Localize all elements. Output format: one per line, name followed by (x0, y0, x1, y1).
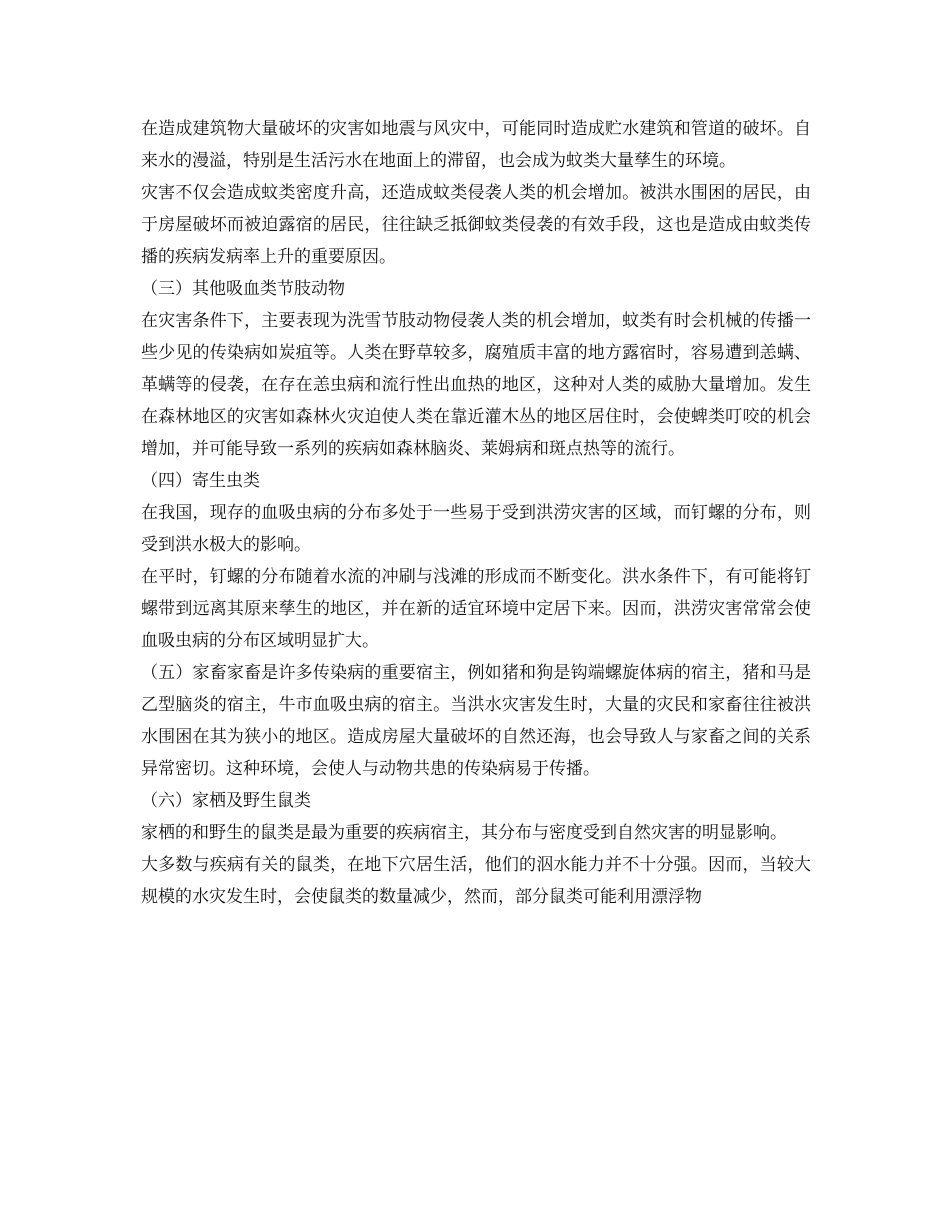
paragraph-rodent-hosts: 家栖的和野生的鼠类是最为重要的疾病宿主，其分布与密度受到自然灾害的明显影响。 (141, 823, 787, 843)
section-heading-arthropods: （三）其他吸血类节肢动物 (141, 279, 345, 299)
document-body (141, 113, 811, 913)
paragraph-arthropods: 在灾害条件下，主要表现为洗雪节肢动物侵袭人类的机会增加，蚊类有时会机械的传播一些少见的传染病如炭疽等。人类在野草较多，腐殖质丰富的地方露宿时，容易遭到恙螨、革螨等的侵袭，在存在恙虫病和流行性出血热的地区，这种对人类的威胁大量增加。发生在森林地区的灾害如森林火灾迫使人类在靠近灌木丛的地区居住时，会使蜱类叮咬的机会增加，并可能导致一系列的疾病如森林脑炎、莱姆病和斑点热等的流行。 (141, 311, 811, 459)
section-heading-rodents: （六）家栖及野生鼠类 (141, 791, 311, 811)
paragraph-livestock: （五）家畜家畜是许多传染病的重要宿主，例如猪和狗是钩端螺旋体病的宿主，猪和马是乙型脑炎的宿主，牛市血吸虫病的宿主。当洪水灾害发生时，大量的灾民和家畜往往被洪水围困在其为狭小的地区。造成房屋大量破坏的自然还海，也会导致人与家畜之间的关系异常密切。这种环境，会使人与动物共患的传染病易于传播。 (141, 663, 811, 779)
section-heading-parasites: （四）寄生虫类 (141, 471, 260, 491)
paragraph-rodent-flood: 大多数与疾病有关的鼠类，在地下穴居生活，他们的泅水能力并不十分强。因而，当较大规模的水灾发生时，会使鼠类的数量减少，然而，部分鼠类可能利用漂浮物 (141, 855, 811, 907)
paragraph-mosquito-invasion: 灾害不仅会造成蚊类密度升高，还造成蚊类侵袭人类的机会增加。被洪水围困的居民，由于房屋破坏而被迫露宿的居民，往往缺乏抵御蚊类侵袭的有效手段，这也是造成由蚊类传播的疾病发病率上升的重要原因。 (141, 183, 811, 267)
paragraph-building-damage: 在造成建筑物大量破坏的灾害如地震与风灾中，可能同时造成贮水建筑和管道的破坏。自来水的漫溢，特别是生活污水在地面上的滞留，也会成为蚊类大量孳生的环境。 (141, 119, 811, 171)
paragraph-snail-distribution: 在平时，钉螺的分布随着水流的冲刷与浅滩的形成而不断变化。洪水条件下，有可能将钉螺带到远离其原来孳生的地区，并在新的适宜环境中定居下来。因而，洪涝灾害常常会使血吸虫病的分布区域明显扩大。 (141, 567, 811, 651)
paragraph-schistosomiasis: 在我国，现存的血吸虫病的分布多处于一些易于受到洪涝灾害的区域，而钉螺的分布，则受到洪水极大的影响。 (141, 503, 811, 555)
